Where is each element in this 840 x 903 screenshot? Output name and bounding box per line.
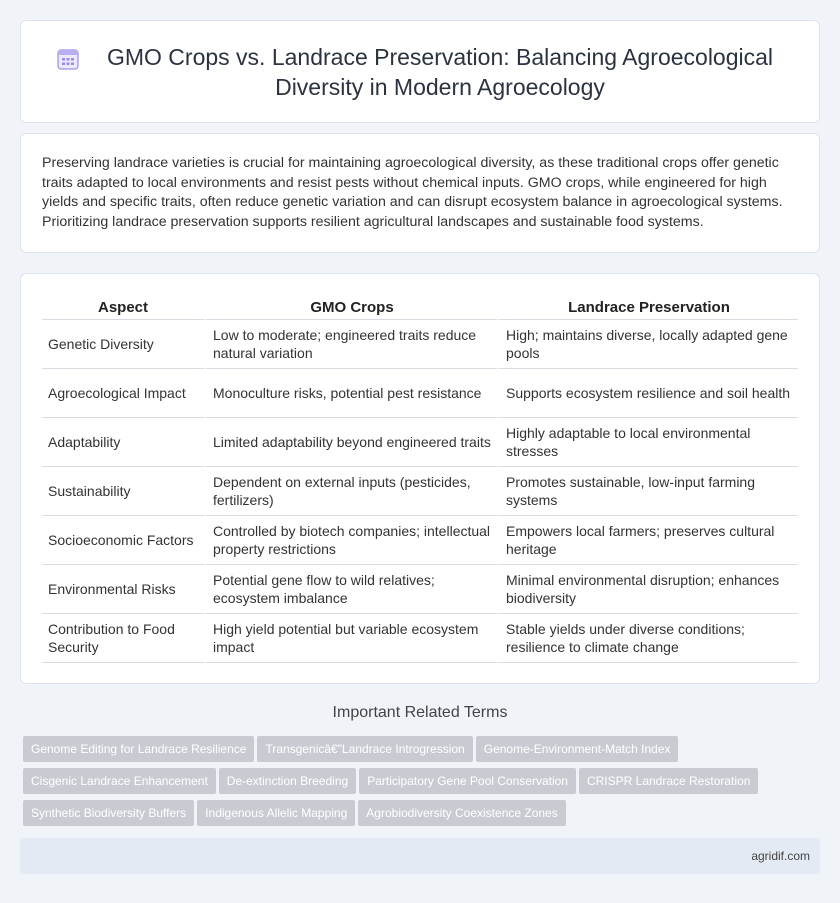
related-terms-title: Important Related Terms (332, 704, 508, 721)
aspect-cell: Environmental Risks (42, 565, 204, 614)
term-tag[interactable]: De-extinction Breeding (219, 768, 356, 794)
term-tag[interactable]: Synthetic Biodiversity Buffers (23, 800, 194, 826)
landrace-cell: Empowers local farmers; preserves cultural heritage (497, 516, 798, 565)
term-tag[interactable]: Agrobiodiversity Coexistence Zones (358, 800, 565, 826)
table-row (42, 516, 798, 565)
table-row (42, 614, 798, 663)
landrace-cell: Supports ecosystem resilience and soil health (497, 369, 798, 418)
landrace-cell: Highly adaptable to local environmental stresses (497, 418, 798, 467)
gmo-cell: Controlled by biotech companies; intellectual property restrictions (204, 516, 497, 565)
table-row (42, 467, 798, 516)
gmo-cell: Low to moderate; engineered traits reduce natural variation (204, 320, 497, 369)
intro-card (20, 133, 820, 253)
intro-paragraph: Preserving landrace varieties is crucial for maintaining agroecological diversity, as these traditional crops offer genetic traits adapted to local environments and resist pests without chemical inputs. GMO crops, while engineered for high yields and specific traits, often reduce genetic variation and can disrupt ecosystem balance in agroecological systems. Prioritizing landrace preservation supports resilient agricultural landscapes and sustainable food systems. (42, 155, 783, 230)
footer-site-link[interactable]: agridif.com (751, 849, 810, 863)
gmo-cell: High yield potential but variable ecosystem impact (204, 614, 497, 663)
aspect-cell: Socioeconomic Factors (42, 516, 204, 565)
term-tag[interactable]: CRISPR Landrace Restoration (579, 768, 758, 794)
landrace-cell: High; maintains diverse, locally adapted gene pools (497, 320, 798, 369)
term-tag[interactable]: Genome-Environment-Match Index (476, 736, 679, 762)
table-header-row (42, 296, 798, 320)
term-tag[interactable]: Participatory Gene Pool Conservation (359, 768, 576, 794)
term-tag[interactable]: Transgenicâ€"Landrace Introgression (257, 736, 472, 762)
landrace-cell: Minimal environmental disruption; enhances biodiversity (497, 565, 798, 614)
related-terms-list (23, 736, 823, 832)
table-row (42, 320, 798, 369)
header-aspect: Aspect (42, 296, 204, 320)
header-gmo-crops: GMO Crops (204, 296, 497, 320)
title-card (20, 20, 820, 123)
aspect-cell: Adaptability (42, 418, 204, 467)
term-tag[interactable]: Cisgenic Landrace Enhancement (23, 768, 216, 794)
table-row (42, 418, 798, 467)
gmo-cell: Dependent on external inputs (pesticides, fertilizers) (204, 467, 497, 516)
aspect-cell: Contribution to Food Security (42, 614, 204, 663)
term-tag[interactable]: Indigenous Allelic Mapping (197, 800, 355, 826)
comparison-card (20, 273, 820, 684)
tag-row (23, 736, 823, 768)
header-landrace-preservation: Landrace Preservation (497, 296, 798, 320)
table-row (42, 565, 798, 614)
footer (20, 838, 820, 874)
gmo-cell: Potential gene flow to wild relatives; ecosystem imbalance (204, 565, 497, 614)
aspect-cell: Genetic Diversity (42, 320, 204, 369)
landrace-cell: Promotes sustainable, low-input farming systems (497, 467, 798, 516)
aspect-cell: Sustainability (42, 467, 204, 516)
tag-row (23, 768, 823, 800)
table-row (42, 369, 798, 418)
gmo-cell: Monoculture risks, potential pest resistance (204, 369, 497, 418)
page-title: GMO Crops vs. Landrace Preservation: Balancing Agroecological Diversity in Modern Agroecology (106, 43, 774, 100)
term-tag[interactable]: Genome Editing for Landrace Resilience (23, 736, 254, 762)
landrace-cell: Stable yields under diverse conditions; resilience to climate change (497, 614, 798, 663)
gmo-cell: Limited adaptability beyond engineered traits (204, 418, 497, 467)
aspect-cell: Agroecological Impact (42, 369, 204, 418)
comparison-table (42, 296, 798, 663)
tag-row (23, 800, 823, 832)
